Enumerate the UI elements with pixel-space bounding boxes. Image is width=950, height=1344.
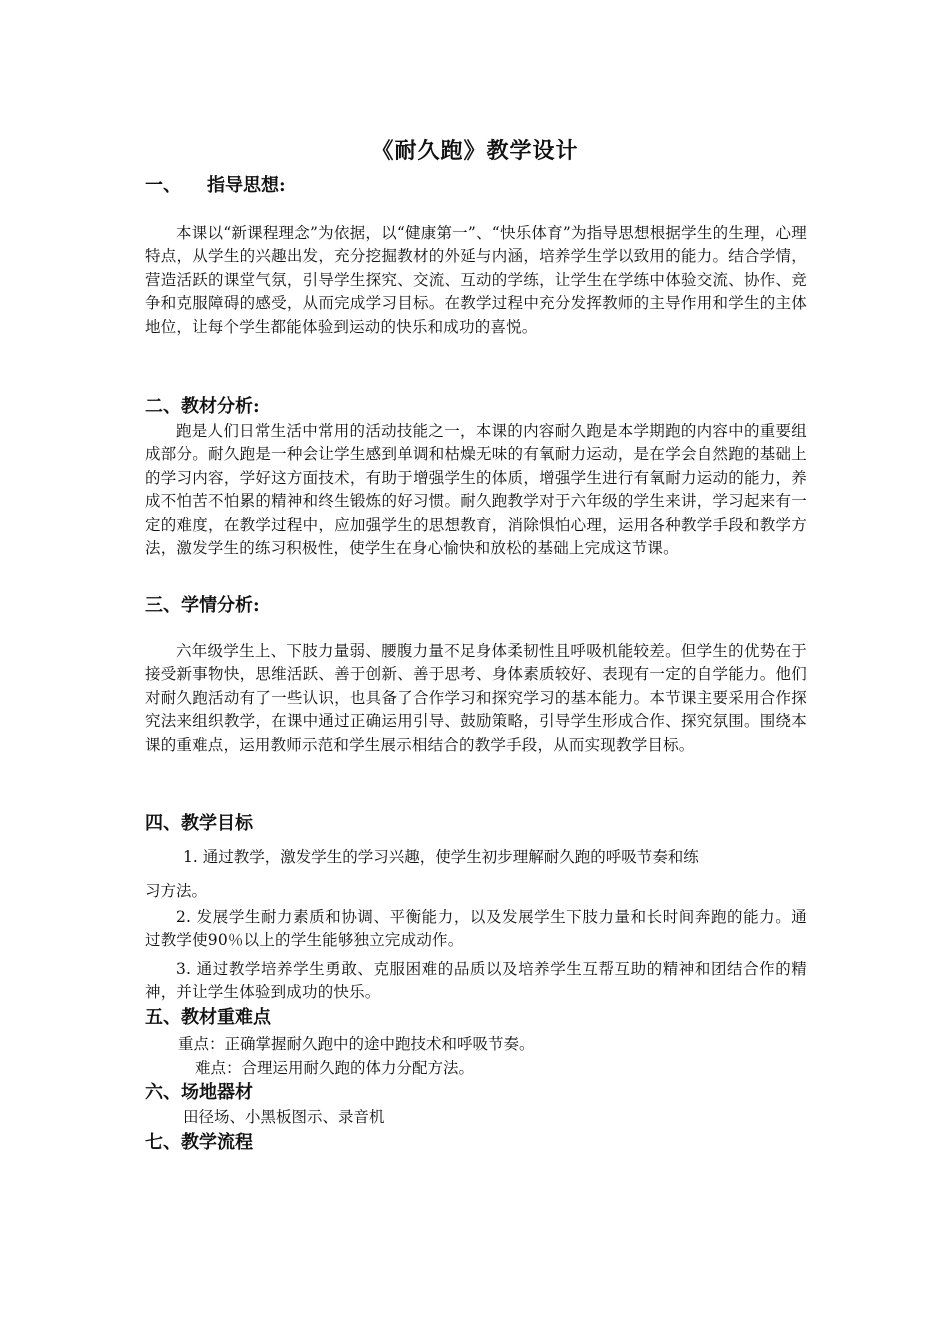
goal-3: 3. 通过教学培养学生勇敢、克服困难的品质以及培养学生互帮互助的精神和团结合作的精神，并让学生体验到成功的快乐。 xyxy=(145,960,807,1002)
difficulty-point: 难点：合理运用耐久跑的体力分配方法。 xyxy=(195,1059,475,1077)
section-4-heading: 四、教学目标 xyxy=(145,813,253,834)
document-title: 《耐久跑》教学设计 xyxy=(371,138,579,164)
section-3-body: 六年级学生上、下肢力量弱、腰腹力量不足身体柔韧性且呼吸机能较差。但学生的优势在于接受新事物快，思维活跃、善于创新、善于思考、身体素质较好、表现有一定的自学能力。他们对耐久跑活动有了一些认识，也具备了合作学习和探究学习的基本能力。本节课主要采用合作探究法来组织教学，在课中通过正确运用引导、鼓励策略，引导学生形成合作、探究氛围。围绕本课的重难点，运用教师示范和学生展示相结合的教学手段，从而实现教学目标。 xyxy=(145,642,807,754)
section-6-heading: 六、场地器材 xyxy=(145,1082,253,1103)
section-1-number: 一、 xyxy=(145,175,181,196)
section-2-heading: 二、教材分析: xyxy=(145,396,260,417)
key-point: 重点：正确掌握耐久跑中的途中跑技术和呼吸节奏。 xyxy=(178,1035,535,1053)
section-5-heading: 五、教材重难点 xyxy=(145,1007,271,1028)
section-6-body: 田径场、小黑板图示、录音机 xyxy=(183,1108,385,1126)
section-1-heading xyxy=(145,174,286,198)
section-2-body: 跑是人们日常生活中常用的活动技能之一，本课的内容耐久跑是本学期跑的内容中的重要组成部分。耐久跑是一种会让学生感到单调和枯燥无味的有氧耐力运动，是在学会自然跑的基础上的学习内容，学好这方面技术，有助于增强学生的体质，增强学生进行有氧耐力运动的能力，养成不怕苦不怕累的精神和终生锻炼的好习惯。耐久跑教学对于六年级的学生来讲，学习起来有一定的难度，在教学过程中，应加强学生的思想教育，消除惧怕心理，运用各种教学手段和教学方法，激发学生的练习积极性，使学生在身心愉快和放松的基础上完成这节课。 xyxy=(145,422,807,558)
goal-1-continued: 习方法。 xyxy=(145,882,208,900)
section-7-heading: 七、教学流程 xyxy=(145,1132,253,1153)
section-1-body: 本课以“新课程理念”为依据，以“健康第一”、“快乐体育”为指导思想根据学生的生理，心理特点，从学生的兴趣出发，充分挖掘教材的外延与内涵，培养学生学以致用的能力。结合学情，营造活跃的课堂气氛，引导学生探究、交流、互动的学练，让学生在学练中体验交流、协作、竞争和克服障碍的感受，从而完成学习目标。在教学过程中充分发挥教师的主导作用和学生的主体地位，让每个学生都能体验到运动的快乐和成功的喜悦。 xyxy=(145,224,807,336)
section-3-heading: 三、学情分析: xyxy=(145,595,260,616)
section-1-title: 指导思想: xyxy=(207,175,286,196)
goal-1: 1. 通过教学，激发学生的学习兴趣，使学生初步理解耐久跑的呼吸节奏和练 xyxy=(183,848,699,866)
goal-2: 2. 发展学生耐力素质和协调、平衡能力，以及发展学生下肢力量和长时间奔跑的能力。通过教学使90％以上的学生能够独立完成动作。 xyxy=(145,908,807,950)
